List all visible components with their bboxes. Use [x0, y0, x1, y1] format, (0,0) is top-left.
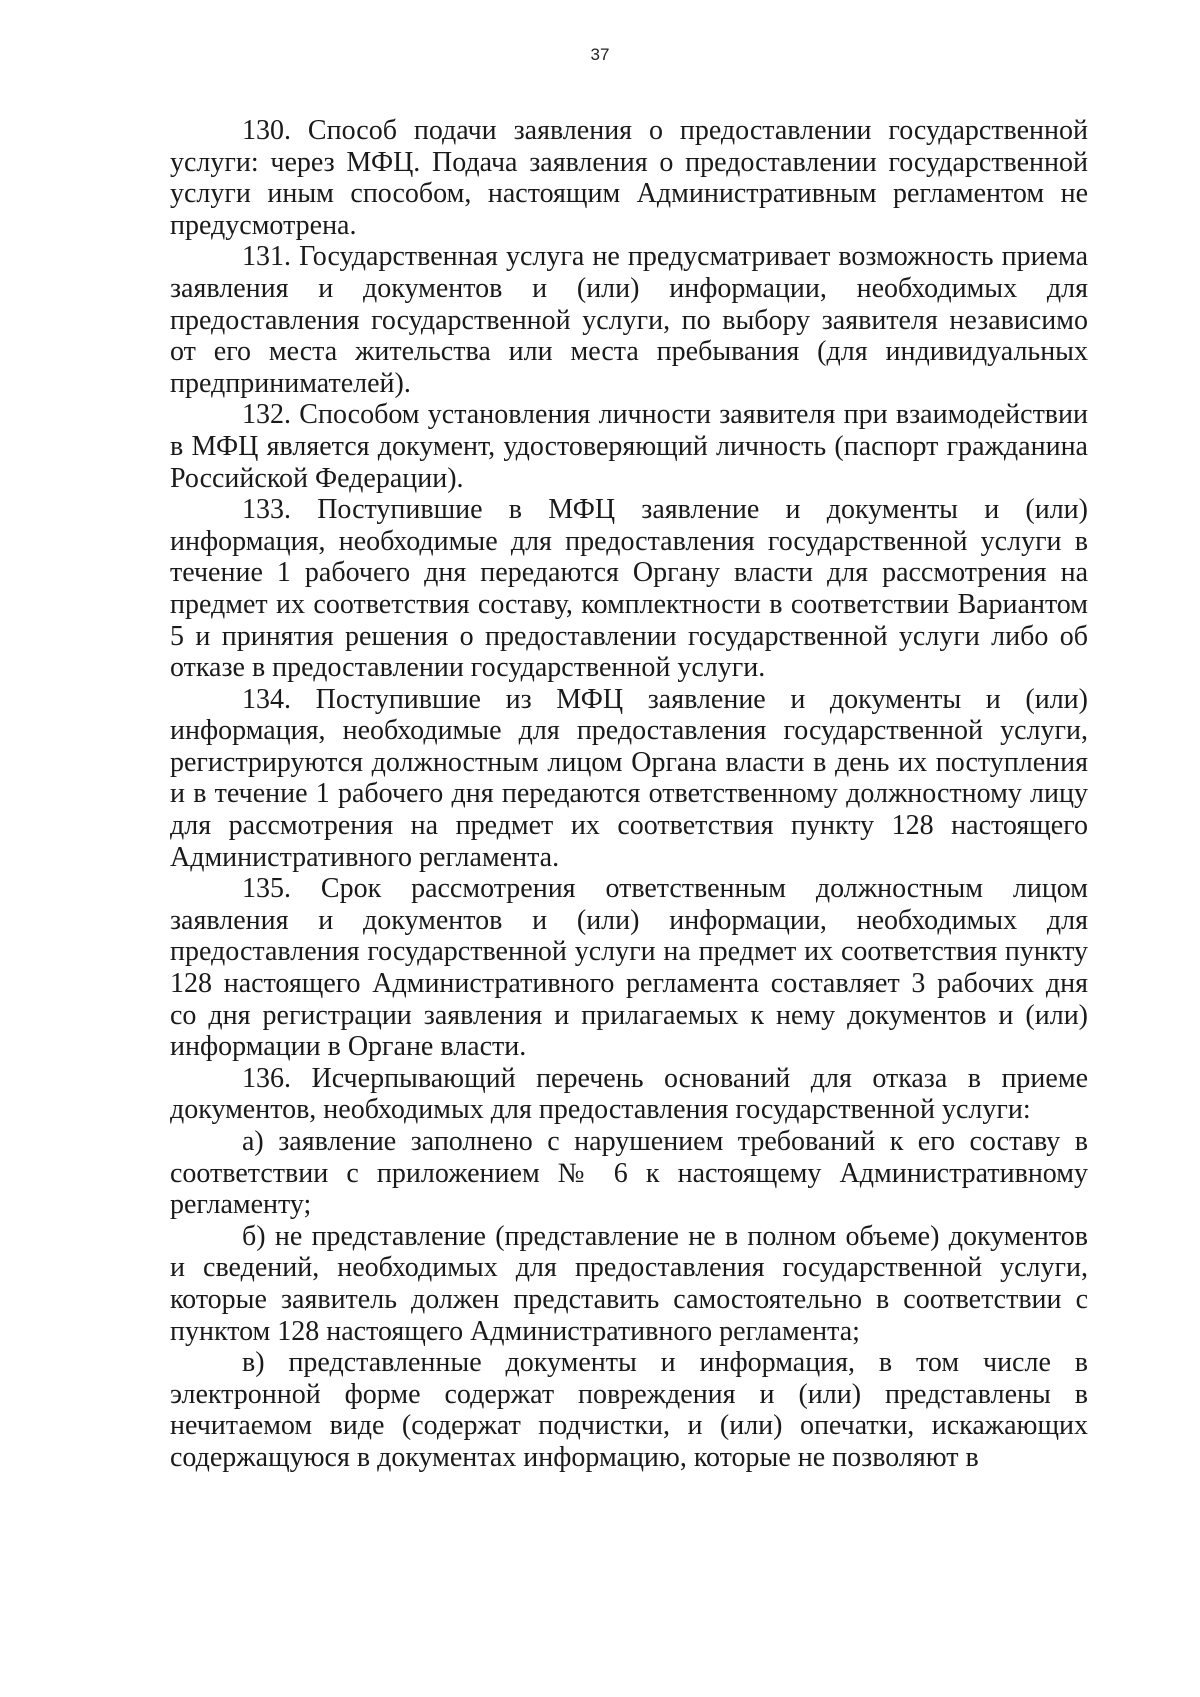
paragraph-130: 130. Способ подачи заявления о предоставлении государственной услуги: через МФЦ. Подача заявления о предоставлении государственной услуги иным способом, настоящим Административным регламентом не предусмотрена. — [170, 115, 1088, 241]
paragraph-134: 134. Поступившие из МФЦ заявление и документы и (или) информация, необходимые для предоставления государственной услуги, регистрируются должностным лицом Органа власти в день их поступления и в течение 1 рабочего дня передаются ответственному должностному лицу для рассмотрения на предмет их соответствия пункту 128 настоящего Административного регламента. — [170, 683, 1088, 873]
paragraph-131: 131. Государственная услуга не предусматривает возможность приема заявления и документов и (или) информации, необходимых для предоставления государственной услуги, по выбору заявителя независимо от его места жительства или места пребывания (для индивидуальных предпринимателей). — [170, 241, 1088, 399]
list-item-a: а) заявление заполнено с нарушением требований к его составу в соответствии с приложением № 6 к настоящему Административному регламенту; — [170, 1126, 1088, 1221]
paragraph-132: 132. Способом установления личности заявителя при взаимодействии в МФЦ является документ, удостоверяющий личность (паспорт гражданина Российской Федерации). — [170, 399, 1088, 494]
paragraph-133: 133. Поступившие в МФЦ заявление и документы и (или) информация, необходимые для предоставления государственной услуги в течение 1 рабочего дня передаются Органу власти для рассмотрения на предмет их соответствия составу, комплектности в соответствии Вариантом 5 и принятия решения о предоставлении государственной услуги либо об отказе в предоставлении государственной услуги. — [170, 494, 1088, 684]
paragraph-136: 136. Исчерпывающий перечень оснований для отказа в приеме документов, необходимых для предоставления государственной услуги: — [170, 1062, 1088, 1126]
page-number: 37 — [590, 45, 610, 64]
list-item-v: в) представленные документы и информация, в том числе в электронной форме содержат повреждения и (или) представлены в нечитаемом виде (содержат подчистки, и (или) опечатки, искажающих содержащуюся в документах информацию, которые не позволяют в — [170, 1347, 1088, 1473]
list-item-b: б) не представление (представление не в полном объеме) документов и сведений, необходимых для предоставления государственной услуги, которые заявитель должен представить самостоятельно в соответствии с пунктом 128 настоящего Административного регламента; — [170, 1220, 1088, 1347]
document-body — [170, 115, 1088, 1474]
paragraph-135: 135. Срок рассмотрения ответственным должностным лицом заявления и документов и (или) информации, необходимых для предоставления государственной услуги на предмет их соответствия пункту 128 настоящего Административного регламента составляет 3 рабочих дня со дня регистрации заявления и прилагаемых к нему документов и (или) информации в Органе власти. — [170, 873, 1088, 1063]
